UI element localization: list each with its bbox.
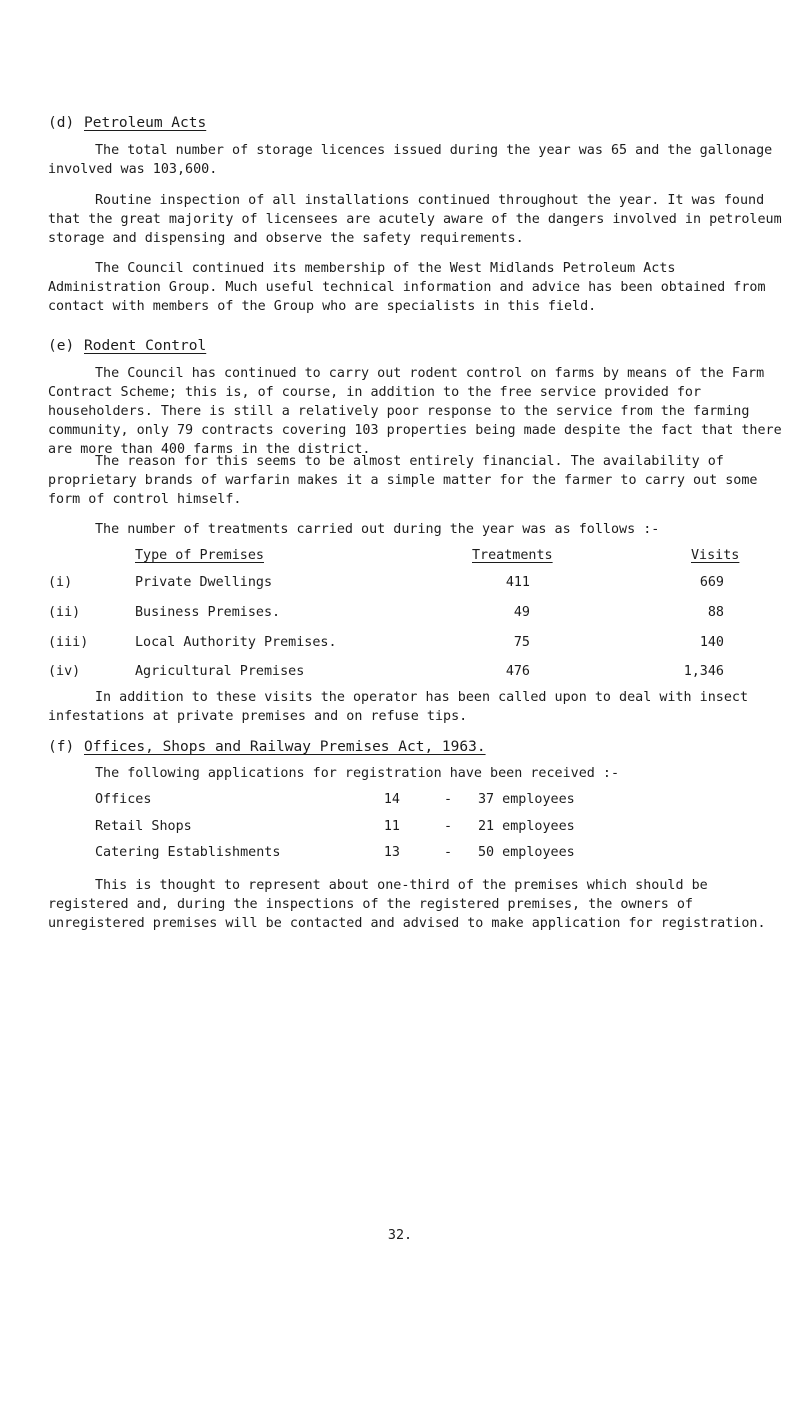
row-premises-type: Business Premises. xyxy=(135,605,281,620)
row-number: (ii) xyxy=(48,605,81,620)
row-treatments: 75 xyxy=(513,635,530,650)
row-premises-type: Private Dwellings xyxy=(135,575,273,590)
registration-category: Retail Shops xyxy=(95,819,192,834)
header-visits: Visits xyxy=(691,548,740,563)
section-e-paragraph-1: The Council has continued to carry out rodent control on farms by means of the Farm Contract Scheme; this is, of course, in addition to the free service provided for householders. There is still a relatively poor response to the service from the farming community, only 79 contracts covering 103 properties being made despite the fact that there are more than 400 farms in the district. xyxy=(48,366,782,457)
treatments-table-intro: The number of treatments carried out during the year was as follows :- xyxy=(95,522,660,537)
section-e-paragraph-3: In addition to these visits the operator has been called upon to deal with insect infestations at private premises and on refuse tips. xyxy=(48,690,749,724)
row-visits: 669 xyxy=(699,575,724,590)
registration-count: 13 xyxy=(383,845,400,860)
page-number: 32. xyxy=(387,1228,413,1243)
registration-employees: 37 employees xyxy=(478,792,575,807)
section-e-label: (e) xyxy=(48,338,75,354)
registration-employees: 21 employees xyxy=(478,819,575,834)
row-premises-type: Agricultural Premises xyxy=(135,664,305,679)
row-visits: 1,346 xyxy=(683,664,724,679)
row-premises-type: Local Authority Premises. xyxy=(135,635,337,650)
section-d-heading xyxy=(48,114,206,133)
section-f-heading xyxy=(48,738,486,757)
row-treatments: 411 xyxy=(505,575,530,590)
registration-count: 14 xyxy=(383,792,400,807)
section-e-paragraph-2: The reason for this seems to be almost entirely financial. The availability of proprietary brands of warfarin makes it a simple matter for the farmer to carry out some form of control himself. xyxy=(48,454,758,507)
section-f-label: (f) xyxy=(48,739,75,755)
header-type-of-premises: Type of Premises xyxy=(135,548,264,563)
row-number: (iii) xyxy=(48,635,89,650)
section-d-title: Petroleum Acts xyxy=(84,115,207,131)
registration-dash: - xyxy=(444,845,453,860)
registration-count: 11 xyxy=(383,819,400,834)
registration-intro: The following applications for registration have been received :- xyxy=(95,766,620,781)
registration-category: Offices xyxy=(95,792,152,807)
registration-employees: 50 employees xyxy=(478,845,575,860)
row-number: (i) xyxy=(48,575,73,590)
section-d-paragraph-3: The Council continued its membership of the West Midlands Petroleum Acts Administration Group. Much useful technical information and advice has been obtained from contact with members of the Group who are specialists in this field. xyxy=(48,261,766,314)
row-treatments: 476 xyxy=(505,664,530,679)
section-f-paragraph: This is thought to represent about one-third of the premises which should be registered and, during the inspections of the registered premises, the owners of unregistered premises will be contacted and advised to make application for registration. xyxy=(48,878,766,931)
registration-category: Catering Establishments xyxy=(95,845,281,860)
section-d-paragraph-1: The total number of storage licences issued during the year was 65 and the gallonage involved was 103,600. xyxy=(48,143,773,177)
row-treatments: 49 xyxy=(513,605,530,620)
section-d-label: (d) xyxy=(48,115,75,131)
section-e-title: Rodent Control xyxy=(84,338,207,354)
row-visits: 88 xyxy=(707,605,724,620)
registration-dash: - xyxy=(444,819,453,834)
registration-dash: - xyxy=(444,792,453,807)
row-visits: 140 xyxy=(699,635,724,650)
section-e-heading xyxy=(48,337,206,356)
section-d-paragraph-2: Routine inspection of all installations continued throughout the year. It was found that the great majority of licensees are acutely aware of the dangers involved in petroleum storage and dispensing and observe the safety requirements. xyxy=(48,193,782,246)
row-number: (iv) xyxy=(48,664,81,679)
section-f-title: Offices, Shops and Railway Premises Act, 1963. xyxy=(84,739,486,755)
header-treatments: Treatments xyxy=(472,548,553,563)
